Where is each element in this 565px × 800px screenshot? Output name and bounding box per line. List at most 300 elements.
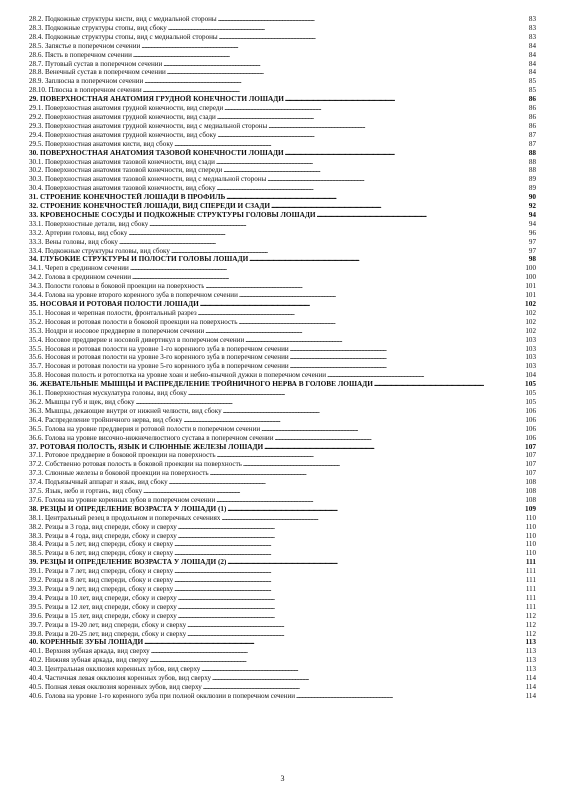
toc-page-number: 112: [525, 611, 536, 620]
toc-title: 28.3. Подкожные структуры стопы, вид сбоку: [29, 23, 167, 32]
toc-title: 38.2. Резцы в 3 года, вид спереди, сбоку и сверху: [29, 522, 177, 531]
toc-leader-dots: [119, 238, 528, 247]
toc-leader-dots: [174, 140, 528, 149]
toc-leader-dots: [128, 229, 527, 238]
toc-leader-dots: [178, 603, 525, 612]
toc-entry-row[interactable]: [29, 24, 536, 33]
toc-leader-dots: [217, 131, 527, 140]
toc-entry-row[interactable]: [29, 131, 536, 140]
toc-leader-dots: [217, 451, 525, 460]
toc-title: 33.3. Вены головы, вид сбоку: [29, 237, 118, 246]
toc-leader-dots: [296, 692, 525, 701]
toc-leader-dots: [224, 104, 528, 113]
toc-title: 39.6. Резцы в 15 лет, вид спереди, сбоку и сверху: [29, 611, 177, 620]
toc-leader-dots: [174, 567, 525, 576]
toc-title: 33.2. Артерии головы, вид сбоку: [29, 228, 128, 237]
toc-entry-row[interactable]: [29, 460, 536, 469]
toc-entry-row[interactable]: [29, 122, 536, 131]
toc-entry-row[interactable]: [29, 674, 536, 683]
toc-entry-row[interactable]: [29, 683, 536, 692]
toc-leader-dots: [245, 336, 524, 345]
toc-leader-dots: [268, 122, 528, 131]
toc-page-number: 86: [528, 121, 536, 130]
toc-leader-dots: [141, 42, 528, 51]
toc-leader-dots: [143, 86, 528, 95]
toc-page-number: 112: [525, 629, 536, 638]
toc-leader-dots: [239, 318, 525, 327]
toc-title: 38.1. Центральный резец в продольном и поперечных сечениях: [29, 513, 221, 522]
toc-page-number: 107: [525, 451, 536, 460]
toc-page-number: 111: [525, 567, 536, 576]
toc-entry-row[interactable]: [29, 514, 536, 523]
toc-page-number: 101: [525, 291, 536, 300]
toc-chapter-row[interactable]: [29, 505, 536, 514]
toc-page-number: 94: [528, 209, 536, 219]
toc-leader-dots: [223, 407, 525, 416]
toc-chapter-row[interactable]: [29, 380, 536, 389]
toc-page-number: 110: [525, 540, 536, 549]
toc-title: 29.5. Поверхностная анатомия кисти, вид сбоку: [29, 139, 174, 148]
toc-leader-dots: [178, 523, 525, 532]
toc-entry-row[interactable]: [29, 353, 536, 362]
toc-leader-dots: [212, 674, 525, 683]
toc-page-number: 106: [525, 406, 536, 415]
toc-leader-dots: [227, 558, 524, 567]
toc-page-number: 107: [525, 469, 536, 478]
toc-leader-dots: [188, 389, 524, 398]
toc-leader-dots: [210, 469, 525, 478]
toc-entry-row[interactable]: [29, 42, 536, 51]
toc-leader-dots: [150, 656, 525, 665]
toc-page-number: 111: [525, 593, 536, 602]
toc-leader-dots: [143, 487, 524, 496]
toc-entry-row[interactable]: [29, 630, 536, 639]
toc-title: 31. СТРОЕНИЕ КОНЕЧНОСТЕЙ ЛОШАДИ В ПРОФИЛЬ: [29, 193, 226, 202]
toc-title: 36.6. Голова на уровне височно-нижнечелюстного сустава в поперечном сечении: [29, 433, 274, 442]
toc-title: 40.1. Верхняя зубная аркада, вид сверху: [29, 647, 150, 656]
toc-page-number: 100: [525, 264, 536, 273]
toc-title: 35.1. Носовая и черепная полости, фронтальный разрез: [29, 308, 197, 317]
toc-title: 29.2. Поверхностная анатомия грудной конечности, вид сзади: [29, 112, 216, 121]
toc-leader-dots: [261, 425, 524, 434]
toc-leader-dots: [187, 630, 524, 639]
toc-chapter-row[interactable]: [29, 202, 536, 211]
toc-page-number: 92: [528, 201, 536, 211]
toc-title: 30. ПОВЕРХНОСТНАЯ АНАТОМИЯ ТАЗОВОЙ КОНЕЧНОСТИ ЛОШАДИ: [29, 148, 284, 157]
toc-title: 29.4. Поверхностная анатомия грудной конечности, вид сбоку: [29, 130, 217, 139]
toc-page-number: 85: [528, 86, 536, 95]
toc-entry-row[interactable]: [29, 273, 536, 282]
toc-page-number: 102: [525, 326, 536, 335]
toc-title: 38.5. Резцы в 6 лет, вид спереди, сбоку и сверху: [29, 549, 174, 558]
toc-title: 28.2. Подкожные структуры кисти, вид с медиальной стороны: [29, 15, 217, 23]
toc-leader-dots: [218, 15, 528, 24]
toc-page-number: 86: [528, 104, 536, 113]
toc-title: 35. НОСОВАЯ И РОТОВАЯ ПОЛОСТИ ЛОШАДИ: [29, 300, 199, 308]
toc-title: 38.4. Резцы в 5 лет, вид спереди, сбоку и сверху: [29, 540, 174, 549]
toc-title: 37.1. Ротовое преддверие в боковой проекции на поверхность: [29, 451, 216, 460]
toc-leader-dots: [169, 478, 525, 487]
toc-title: 35.3. Ноздри и носовое преддверие в поперечном сечении: [29, 326, 205, 335]
toc-leader-dots: [249, 255, 527, 264]
toc-chapter-row[interactable]: [29, 149, 536, 158]
toc-leader-dots: [290, 345, 525, 354]
toc-title: 30.2. Поверхностная анатомия тазовой конечности, вид спереди: [29, 166, 223, 175]
toc-entry-row[interactable]: [29, 496, 536, 505]
toc-title: 39.8. Резцы в 20-25 лет, вид спереди, сбоку и сверху: [29, 629, 187, 638]
toc-page-number: 103: [525, 353, 536, 362]
toc-leader-dots: [290, 362, 525, 371]
toc-title: 37.6. Голова на уровне коренных зубов в поперечном сечении: [29, 495, 216, 504]
toc-leader-dots: [267, 175, 528, 184]
toc-entry-row[interactable]: [29, 336, 536, 345]
toc-title: 35.8. Носовая полость и ротоглотка на уровне хоан и небно-язычной дужки в поперечном сечении: [29, 371, 327, 380]
toc-entry-row[interactable]: [29, 585, 536, 594]
toc-entry-row[interactable]: [29, 576, 536, 585]
toc-entry-row[interactable]: [29, 60, 536, 69]
toc-leader-dots: [178, 612, 525, 621]
toc-title: 35.4. Носовое преддверие и носовой дивертикул в поперечном сечении: [29, 335, 245, 344]
toc-title: 40.5. Полная левая окклюзия коренных зубов, вид сверху: [29, 682, 202, 691]
toc-leader-dots: [183, 416, 524, 425]
toc-page-number: 113: [525, 656, 536, 665]
toc-page-number: 84: [528, 41, 536, 50]
toc-page-number: 97: [528, 246, 536, 255]
toc-entry-row[interactable]: [29, 33, 536, 42]
toc-leader-dots: [168, 24, 528, 33]
toc-title: 29. ПОВЕРХНОСТНАЯ АНАТОМИЯ ГРУДНОЙ КОНЕЧНОСТИ ЛОШАДИ: [29, 95, 284, 104]
toc-title: 28.7. Путовый сустав в поперечном сечении: [29, 59, 163, 68]
toc-title: 39.7. Резцы в 19-20 лет, вид спереди, сбоку и сверху: [29, 620, 187, 629]
toc-entry-row[interactable]: [29, 532, 536, 541]
toc-page-number: 84: [528, 59, 536, 68]
toc-entry-row[interactable]: [29, 567, 536, 576]
toc-entry-row[interactable]: [29, 665, 536, 674]
toc-entry-row[interactable]: [29, 184, 536, 193]
toc-entry-row[interactable]: [29, 612, 536, 621]
toc-chapter-row[interactable]: [29, 193, 536, 202]
toc-page-number: 110: [525, 531, 536, 540]
toc-title: 28.5. Запястье в поперечном сечении: [29, 41, 141, 50]
toc-page-number: 94: [528, 219, 536, 228]
toc-title: 35.2. Носовая и ротовая полости в боковой проекции на поверхность: [29, 317, 238, 326]
toc-entry-row[interactable]: [29, 362, 536, 371]
toc-entry-row[interactable]: [29, 523, 536, 532]
toc-title: 33. КРОВЕНОСНЫЕ СОСУДЫ И ПОДКОЖНЫЕ СТРУКТУРЫ ГОЛОВЫ ЛОШАДИ: [29, 210, 316, 219]
toc-page-number: 110: [525, 522, 536, 531]
toc-title: 36.2. Мышцы губ и щек, вид сбоку: [29, 397, 135, 406]
toc-chapter-row[interactable]: [29, 95, 536, 104]
toc-page-number: 97: [528, 237, 536, 246]
toc-leader-dots: [226, 193, 527, 202]
toc-title: 33.1. Поверхностные детали, вид сбоку: [29, 219, 149, 228]
toc-title: 29.3. Поверхностная анатомия грудной конечности, вид с медиальной стороны: [29, 121, 268, 130]
toc-title: 33.4. Подкожные структуры головы, вид сбоку: [29, 246, 170, 255]
toc-entry-row[interactable]: [29, 407, 536, 416]
toc-title: 36.5. Голова на уровне преддверия и ротовой полости в поперечном сечении: [29, 424, 261, 433]
toc-chapter-row[interactable]: [29, 558, 536, 567]
toc-page-number: 88: [528, 166, 536, 175]
toc-entry-row[interactable]: [29, 247, 536, 256]
toc-page-number: 111: [525, 557, 536, 567]
toc-title: 35.5. Носовая и ротовая полости на уровне 1-го коренного зуба в поперечном сечении: [29, 344, 289, 353]
toc-leader-dots: [167, 68, 528, 77]
toc-leader-dots: [290, 353, 525, 362]
toc-entry-row[interactable]: [29, 166, 536, 175]
toc-entry-row[interactable]: [29, 86, 536, 95]
toc-title: 34. ГЛУБОКИЕ СТРУКТУРЫ И ПОЛОСТИ ГОЛОВЫ ЛОШАДИ: [29, 255, 249, 264]
toc-entry-row[interactable]: [29, 647, 536, 656]
toc-leader-dots: [163, 60, 528, 69]
toc-title: 39.4. Резцы в 10 лет, вид спереди, сбоку и сверху: [29, 593, 177, 602]
toc-page-number: 100: [525, 273, 536, 282]
toc-leader-dots: [271, 202, 528, 211]
toc-entry-row[interactable]: [29, 140, 536, 149]
toc-title: 35.7. Носовая и ротовая полости на уровне 5-го коренного зуба в поперечном сечении: [29, 362, 289, 371]
toc-page-number: 114: [525, 674, 536, 683]
toc-page-number: 96: [528, 228, 536, 237]
toc-page-number: 83: [528, 23, 536, 32]
toc-title: 39.3. Резцы в 9 лет, вид спереди, сбоку и сверху: [29, 585, 174, 593]
toc-title: 37.5. Язык, небо и гортань, вид сбоку: [29, 487, 143, 496]
toc-page-number: 105: [525, 379, 536, 389]
toc-title: 37.2. Собственно ротовая полость в боковой проекции на поверхность: [29, 460, 242, 469]
toc-page-number: 106: [525, 433, 536, 442]
toc-page-number: 114: [525, 691, 536, 700]
toc-page-number: 103: [525, 344, 536, 353]
toc-leader-dots: [223, 166, 528, 175]
toc-leader-dots: [198, 309, 525, 318]
toc-entry-row[interactable]: [29, 371, 536, 380]
toc-page-number: 90: [528, 192, 536, 202]
toc-entry-row[interactable]: [29, 318, 536, 327]
toc-page-number: 113: [525, 665, 536, 674]
toc-leader-dots: [205, 327, 524, 336]
toc-entry-row[interactable]: [29, 104, 536, 113]
toc-title: 34.3. Полости головы в боковой проекции на поверхность: [29, 282, 205, 291]
toc-page-number: 101: [525, 282, 536, 291]
toc-leader-dots: [239, 291, 524, 300]
toc-entry-row[interactable]: [29, 77, 536, 86]
toc-entry-row[interactable]: [29, 603, 536, 612]
toc-page-number: 83: [528, 15, 536, 23]
toc-page-number: 105: [525, 389, 536, 398]
toc-leader-dots: [130, 264, 525, 273]
toc-page-number: 113: [525, 647, 536, 656]
toc-title: 28.9. Заплюсна в поперечном сечении: [29, 77, 144, 86]
toc-entry-row[interactable]: [29, 68, 536, 77]
toc-leader-dots: [178, 532, 525, 541]
toc-page-number: 84: [528, 50, 536, 59]
toc-page-number: 110: [525, 513, 536, 522]
toc-leader-dots: [178, 594, 525, 603]
toc-page-number: 86: [528, 112, 536, 121]
toc-page-number: 102: [525, 317, 536, 326]
toc-entry-row[interactable]: [29, 15, 536, 24]
toc-entry-row[interactable]: [29, 345, 536, 354]
toc-leader-dots: [203, 683, 525, 692]
toc-leader-dots: [171, 247, 528, 256]
toc-title: 34.1. Череп в срединном сечении: [29, 264, 129, 273]
toc-title: 30.4. Поверхностная анатомия тазовой конечности, вид сбоку: [29, 184, 216, 193]
toc-entry-row[interactable]: [29, 540, 536, 549]
toc-title: 40.6. Голова на уровне 1-го коренного зуба при полной окклюзии в поперечном сечении: [29, 691, 296, 700]
toc-leader-dots: [264, 443, 524, 452]
toc-page-number: 89: [528, 184, 536, 193]
toc-entry-row[interactable]: [29, 478, 536, 487]
toc-title: 32. СТРОЕНИЕ КОНЕЧНОСТЕЙ ЛОШАДИ, ВИД СПЕРЕДИ И СЗАДИ: [29, 202, 271, 211]
toc-chapter-row[interactable]: [29, 255, 536, 264]
toc-entry-row[interactable]: [29, 621, 536, 630]
toc-leader-dots: [144, 638, 524, 647]
toc-entry-row[interactable]: [29, 264, 536, 273]
toc-entry-row[interactable]: [29, 282, 536, 291]
toc-leader-dots: [174, 540, 524, 549]
toc-leader-dots: [219, 33, 528, 42]
toc-leader-dots: [144, 77, 528, 86]
toc-page-number: 98: [528, 254, 536, 264]
toc-page-number: 83: [528, 32, 536, 41]
toc-entry-row[interactable]: [29, 425, 536, 434]
toc-entry-row[interactable]: [29, 51, 536, 60]
toc-entry-row[interactable]: [29, 113, 536, 122]
toc-title: 39.5. Резцы в 12 лет, вид спереди, сбоку и сверху: [29, 602, 177, 611]
toc-page-number: 103: [525, 362, 536, 371]
toc-leader-dots: [217, 184, 528, 193]
toc-entry-row[interactable]: [29, 389, 536, 398]
toc-title: 28.8. Венечный сустав в поперечном сечении: [29, 68, 166, 77]
toc-title: 36.3. Мышцы, декающие внутри от нижней челюсти, вид сбоку: [29, 406, 222, 415]
toc-leader-dots: [285, 95, 528, 104]
toc-title: 34.2. Голова в срединном сечении: [29, 273, 132, 282]
toc-entry-row[interactable]: [29, 327, 536, 336]
toc-entry-row[interactable]: [29, 291, 536, 300]
toc-leader-dots: [132, 273, 524, 282]
toc-title: 34.4. Голова на уровне второго коренного зуба в поперечном сечении: [29, 291, 238, 300]
toc-page-number: 85: [528, 77, 536, 86]
toc-entry-row[interactable]: [29, 451, 536, 460]
toc-leader-dots: [227, 505, 524, 514]
toc-entry-row[interactable]: [29, 158, 536, 167]
toc-entry-row[interactable]: [29, 692, 536, 701]
toc-page-number: 111: [525, 585, 536, 593]
toc-entry-row[interactable]: [29, 434, 536, 443]
toc-title: 38.3. Резцы в 4 года, вид спереди, сбоку и сверху: [29, 531, 177, 540]
toc-page-number: 111: [525, 576, 536, 585]
toc-page-number: 112: [525, 620, 536, 629]
toc-page-number: 105: [525, 397, 536, 406]
toc-entry-row[interactable]: [29, 309, 536, 318]
toc-title: 30.3. Поверхностная анатомия тазовой конечности, вид с медиальной стороны: [29, 175, 267, 184]
toc-page-number: 88: [528, 147, 536, 157]
toc-page-number: 86: [528, 94, 536, 104]
toc-page-number: 89: [528, 175, 536, 184]
toc-page-number: 87: [528, 130, 536, 139]
toc-title: 36. ЖЕВАТЕЛЬНЫЕ МЫШЦЫ И РАСПРЕДЕЛЕНИЕ ТРОЙНИЧНОГО НЕРВА В ГОЛОВЕ ЛОШАДИ: [29, 380, 373, 389]
toc-leader-dots: [216, 496, 524, 505]
toc-leader-dots: [275, 434, 525, 443]
page-number: 3: [280, 774, 285, 783]
toc-page-number: 108: [525, 495, 536, 504]
toc-page-number: 104: [525, 371, 536, 380]
toc-page-number: 113: [525, 637, 536, 647]
toc-leader-dots: [327, 371, 524, 380]
toc-leader-dots: [174, 549, 524, 558]
toc-leader-dots: [205, 282, 524, 291]
toc-chapter-row[interactable]: [29, 300, 536, 309]
toc-leader-dots: [201, 665, 524, 674]
toc-page-number: 106: [525, 415, 536, 424]
toc-page-number: 107: [525, 460, 536, 469]
toc-page-number: 102: [525, 299, 536, 308]
toc-title: 40.4. Частичная левая окклюзия коренных зубов, вид сверху: [29, 674, 212, 683]
toc-page-number: 84: [528, 68, 536, 77]
toc-page-number: 106: [525, 424, 536, 433]
toc-title: 40.3. Центральная окклюзия коренных зубов, вид сверху: [29, 665, 201, 674]
toc-page-number: 103: [525, 335, 536, 344]
toc-page-number: 111: [525, 602, 536, 611]
toc-title: 37.3. Слюнные железы в боковой проекции на поверхность: [29, 469, 209, 478]
toc-entry-row[interactable]: [29, 594, 536, 603]
toc-title: 28.10. Плюсна в поперечном сечении: [29, 86, 142, 95]
toc-leader-dots: [216, 158, 528, 167]
toc-title: 39.1. Резцы в 7 лет, вид спереди, сбоку и сверху: [29, 567, 174, 576]
toc-title: 40.2. Нижняя зубная аркада, вид сверху: [29, 656, 149, 665]
toc-leader-dots: [174, 585, 525, 594]
toc-entry-row[interactable]: [29, 398, 536, 407]
toc-leader-dots: [187, 621, 524, 630]
toc-entry-row[interactable]: [29, 220, 536, 229]
toc-entry-row[interactable]: [29, 656, 536, 665]
toc-title: 37. РОТОВАЯ ПОЛОСТЬ, ЯЗЫК И СЛЮННЫЕ ЖЕЛЕЗЫ ЛОШАДИ: [29, 442, 264, 451]
toc-leader-dots: [149, 220, 528, 229]
toc-entry-row[interactable]: [29, 549, 536, 558]
toc-leader-dots: [285, 149, 528, 158]
toc-page-number: 87: [528, 139, 536, 148]
toc-leader-dots: [221, 514, 524, 523]
toc-title: 39.2. Резцы в 8 лет, вид спереди, сбоку и сверху: [29, 576, 174, 585]
toc-chapter-row[interactable]: [29, 443, 536, 452]
toc-title: 36.1. Поверхностная мускулатура головы, вид сбоку: [29, 389, 187, 398]
toc-title: 40. КОРЕННЫЕ ЗУБЫ ЛОШАДИ: [29, 638, 144, 647]
table-of-contents: [29, 15, 536, 701]
toc-leader-dots: [217, 113, 528, 122]
toc-chapter-row[interactable]: [29, 211, 536, 220]
toc-page-number: 108: [525, 478, 536, 487]
toc-leader-dots: [374, 380, 524, 389]
toc-entry-row[interactable]: [29, 416, 536, 425]
toc-entry-row[interactable]: [29, 487, 536, 496]
toc-entry-row[interactable]: [29, 229, 536, 238]
toc-entry-row[interactable]: [29, 469, 536, 478]
toc-title: 36.4. Распределение тройничного нерва, вид сбоку: [29, 415, 183, 424]
toc-chapter-row[interactable]: [29, 638, 536, 647]
toc-entry-row[interactable]: [29, 238, 536, 247]
toc-title: 37.4. Подъязычный аппарат и язык, вид сбоку: [29, 478, 168, 487]
toc-page-number: 108: [525, 487, 536, 496]
toc-leader-dots: [200, 300, 524, 309]
toc-entry-row[interactable]: [29, 175, 536, 184]
toc-leader-dots: [174, 576, 525, 585]
toc-page-number: 109: [525, 503, 536, 513]
toc-leader-dots: [151, 647, 525, 656]
toc-title: 35.6. Носовая и ротовая полости на уровне 3-го коренного зуба в поперечном сечении: [29, 353, 289, 362]
toc-page-number: 102: [525, 308, 536, 317]
toc-leader-dots: [136, 398, 525, 407]
toc-title: 38. РЕЗЦЫ И ОПРЕДЕЛЕНИЕ ВОЗРАСТА У ЛОШАДИ (1): [29, 504, 227, 513]
toc-page-number: 88: [528, 157, 536, 166]
toc-leader-dots: [317, 211, 528, 220]
